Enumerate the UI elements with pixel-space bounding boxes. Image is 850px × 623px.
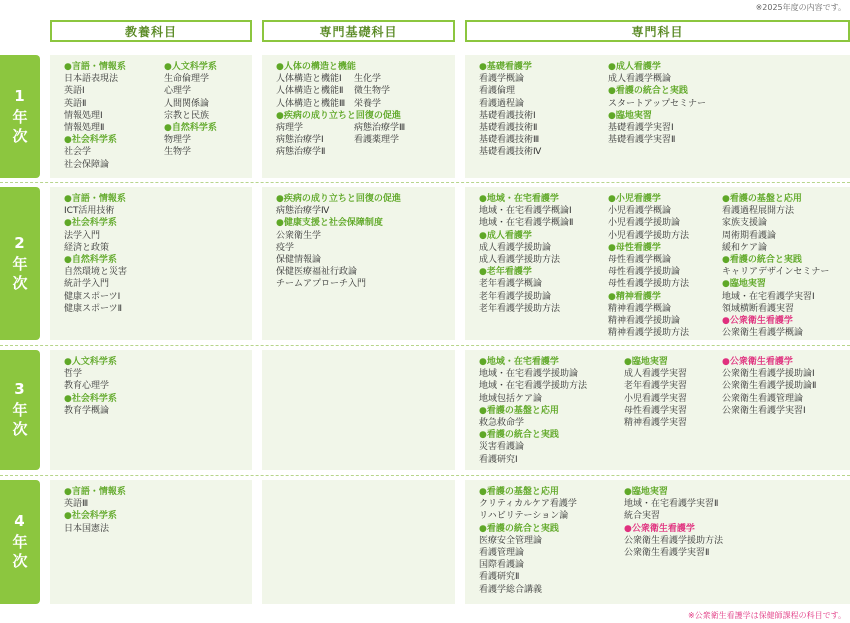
cell-kyoyo (50, 480, 252, 604)
subject-item: 国際看護論 (479, 560, 525, 571)
subject-item: 領域横断看護実習 (722, 303, 795, 314)
header-kyoyo: 教養科目 (50, 20, 252, 42)
subject-item: 看護学概論 (479, 74, 525, 85)
subject-item: 英語Ⅲ (64, 499, 89, 510)
subject-item: 疫学 (276, 242, 295, 253)
subject-item: 看護倫理 (479, 86, 516, 97)
subject-item: 社会保障論 (64, 159, 110, 170)
subject-item: 法学入門 (64, 230, 101, 241)
category-label: ●公衆衛生看護学 (722, 316, 793, 327)
subject-item: 小児看護学実習 (624, 393, 688, 404)
subject-item: 母性看護学援助論 (608, 267, 681, 278)
category-label: ●言語・情報系 (64, 487, 126, 497)
cell-kyoyo (50, 187, 252, 340)
subject-item: 精神看護学実習 (624, 418, 688, 429)
category-label: ●臨地実習 (624, 357, 668, 367)
subject-column (64, 486, 126, 535)
subject-column (722, 356, 816, 417)
subject-column (64, 193, 127, 315)
subject-item: 基礎看護学実習Ⅱ (608, 135, 676, 146)
subject-column (624, 486, 723, 559)
subject-item: 微生物学 (354, 86, 391, 97)
category-label: ●看護の統合と実践 (479, 523, 559, 534)
subject-item: 成人看護学援助論 (479, 242, 552, 253)
subject-item: 病態治療学Ⅳ (276, 206, 330, 217)
year-tab (0, 55, 40, 178)
subject-item: 看護研究Ⅱ (479, 572, 520, 583)
cell-kiso (262, 187, 455, 340)
year-label: 2年次 (10, 233, 29, 294)
subject-item: 日本語表現法 (64, 74, 119, 85)
subject-item: 統計学入門 (64, 279, 110, 290)
subject-item: 医療安全管理論 (479, 535, 543, 546)
category-label: ●人文科学系 (64, 357, 117, 367)
header-senmon: 専門科目 (465, 20, 850, 42)
subject-item: 地域・在宅看護学実習Ⅱ (624, 499, 719, 510)
category-label: ●看護の統合と実践 (608, 86, 688, 97)
category-label: ●基礎看護学 (479, 62, 532, 72)
subject-item: 地域・在宅看護学概論Ⅱ (479, 218, 574, 229)
subject-item (354, 61, 405, 73)
subject-item: 成人看護学実習 (624, 369, 688, 380)
subject-item: 人間関係論 (164, 98, 210, 109)
subject-item: 小児看護学援助論 (608, 218, 681, 229)
note-public-health: ※公衆衛生看護学は保健師課程の科目です。 (687, 611, 846, 620)
subject-item: 公衆衛生看護管理論 (722, 393, 804, 404)
subject-item: 病態治療学Ⅲ (354, 123, 406, 134)
subject-column (276, 193, 401, 291)
category-label: ●社会科学系 (64, 135, 117, 146)
subject-item: キャリアデザインセミナー (722, 267, 830, 278)
row-divider (0, 182, 850, 183)
cell-kiso (262, 480, 455, 604)
subject-column (64, 356, 117, 417)
subject-item: 病態治療学Ⅱ (276, 147, 326, 158)
subject-item: チームアプローチ入門 (276, 279, 367, 290)
category-label: ●言語・情報系 (64, 62, 126, 72)
subject-item: 基礎看護技術Ⅲ (479, 135, 540, 146)
subject-item: 生化学 (354, 74, 382, 85)
subject-item: 看護管理論 (479, 548, 525, 559)
subject-column (608, 61, 706, 146)
cell-senmon (465, 187, 850, 340)
subject-item: 公衆衛生看護学援助論Ⅰ (722, 369, 815, 380)
category-label: ●母性看護学 (608, 242, 661, 253)
subject-item: 地域・在宅看護学実習Ⅰ (722, 291, 815, 302)
subject-column (164, 61, 217, 159)
note-fiscal-year: ※2025年度の内容です。 (755, 3, 846, 12)
subject-item: 小児看護学援助方法 (608, 230, 690, 241)
subject-column (354, 61, 405, 146)
subject-item: 精神看護学援助方法 (608, 328, 690, 339)
subject-item: 公衆衛生看護学援助論Ⅱ (722, 381, 817, 392)
subject-item: 教育学概論 (64, 405, 110, 416)
category-label: ●看護の基盤と応用 (479, 487, 559, 497)
category-label: ●臨地実習 (608, 110, 652, 121)
category-label: ●自然科学系 (164, 123, 217, 134)
subject-item: 公衆衛生看護学援助方法 (624, 535, 724, 546)
subject-item: 統合実習 (624, 511, 661, 522)
subject-item: 病態治療学Ⅰ (276, 135, 324, 146)
subject-item: 宗教と民族 (164, 110, 210, 121)
subject-item: 精神看護学概論 (608, 303, 672, 314)
subject-item: 保健情報論 (276, 255, 322, 266)
subject-column (479, 486, 577, 596)
year-tab (0, 350, 40, 470)
category-label: ●看護の統合と実践 (479, 430, 559, 441)
row-divider (0, 345, 850, 346)
subject-item: 成人看護学援助方法 (479, 255, 561, 266)
subject-item: 生物学 (164, 147, 192, 158)
subject-column (722, 193, 829, 339)
subject-item: 老年看護学援助方法 (479, 303, 561, 314)
subject-item: 地域包括ケア論 (479, 393, 543, 404)
subject-item: 母性看護学概論 (608, 255, 672, 266)
subject-item: 母性看護学援助方法 (608, 279, 690, 290)
category-label: ●看護の基盤と応用 (722, 194, 802, 204)
category-label: ●看護の統合と実践 (722, 255, 802, 266)
subject-item: 哲学 (64, 369, 83, 380)
category-label: ●看護の基盤と応用 (479, 405, 559, 416)
subject-item: 基礎看護学実習Ⅰ (608, 123, 674, 134)
subject-item: 老年看護学援助論 (479, 291, 552, 302)
row-divider (0, 475, 850, 476)
subject-item: 人体構造と機能Ⅲ (276, 98, 346, 109)
subject-item: ICT活用技術 (64, 206, 115, 217)
category-label: ●公衆衛生看護学 (722, 357, 793, 367)
category-label: ●公衆衛生看護学 (624, 523, 695, 534)
subject-item: 生命倫理学 (164, 74, 210, 85)
subject-item: 家族支援論 (722, 218, 768, 229)
subject-item: 老年看護学概論 (479, 279, 543, 290)
header-senmon-kiso: 専門基礎科目 (262, 20, 455, 42)
subject-item: 緩和ケア論 (722, 242, 768, 253)
subject-item: 周術期看護論 (722, 230, 777, 241)
year-label: 3年次 (10, 380, 29, 440)
subject-item: スタートアップセミナー (608, 98, 707, 109)
subject-item: 看護過程展開方法 (722, 206, 795, 217)
cell-kyoyo (50, 350, 252, 470)
cell-kyoyo (50, 55, 252, 178)
year-label: 1年次 (10, 86, 29, 147)
subject-column (479, 61, 541, 159)
category-label: ●地域・在宅看護学 (479, 194, 559, 204)
subject-item: 情報処理Ⅰ (64, 110, 103, 121)
category-label: ●社会科学系 (64, 511, 117, 522)
cell-senmon (465, 350, 850, 470)
subject-item: 病理学 (276, 123, 304, 134)
subject-item: 基礎看護技術Ⅰ (479, 110, 536, 121)
subject-item: 物理学 (164, 135, 192, 146)
category-label: ●人体の構造と機能 (276, 62, 356, 72)
category-label: ●疾病の成り立ちと回復の促進 (276, 110, 401, 121)
category-label: ●小児看護学 (608, 194, 661, 204)
subject-item: 災害看護論 (479, 442, 525, 453)
subject-item (354, 110, 405, 122)
category-label: ●精神看護学 (608, 291, 661, 302)
subject-item: 人体構造と機能Ⅰ (276, 74, 342, 85)
subject-item: 自然環境と災害 (64, 267, 128, 278)
category-label: ●社会科学系 (64, 218, 117, 229)
subject-column (479, 193, 573, 315)
category-label: ●人文科学系 (164, 62, 217, 72)
subject-item: 公衆衛生学 (276, 230, 322, 241)
subject-item: 看護学総合講義 (479, 584, 543, 595)
year-tab (0, 480, 40, 604)
cell-kiso (262, 350, 455, 470)
subject-column (479, 356, 587, 466)
subject-item: 基礎看護技術Ⅳ (479, 147, 542, 158)
subject-column (608, 193, 689, 339)
subject-item: 地域・在宅看護学援助方法 (479, 381, 588, 392)
subject-item: 地域・在宅看護学援助論 (479, 369, 579, 380)
subject-item: 教育心理学 (64, 381, 110, 392)
subject-item: 地域・在宅看護学概論Ⅰ (479, 206, 572, 217)
subject-item: 健康スポーツⅠ (64, 291, 121, 302)
subject-item: 基礎看護技術Ⅱ (479, 123, 538, 134)
category-label: ●自然科学系 (64, 255, 117, 266)
subject-item: 日本国憲法 (64, 523, 110, 534)
year-tab (0, 187, 40, 340)
subject-item: 母性看護学実習 (624, 405, 688, 416)
category-label: ●成人看護学 (479, 230, 532, 241)
subject-item: 情報処理Ⅱ (64, 123, 105, 134)
category-label: ●健康支援と社会保障制度 (276, 218, 383, 229)
subject-item: 英語Ⅰ (64, 86, 85, 97)
category-label: ●臨地実習 (624, 487, 668, 497)
category-label: ●疾病の成り立ちと回復の促進 (276, 194, 401, 204)
subject-item: 社会学 (64, 147, 92, 158)
subject-item: 公衆衛生看護学実習Ⅱ (624, 548, 710, 559)
subject-item: 精神看護学援助論 (608, 316, 681, 327)
subject-item: リハビリテーション論 (479, 511, 569, 522)
cell-senmon (465, 480, 850, 604)
subject-item: 保健医療福祉行政論 (276, 267, 358, 278)
subject-item: 公衆衛生看護学概論 (722, 328, 804, 339)
subject-column (64, 61, 126, 171)
subject-column (624, 356, 687, 429)
category-label: ●社会科学系 (64, 393, 117, 404)
subject-item: 小児看護学概論 (608, 206, 672, 217)
category-label: ●臨地実習 (722, 279, 766, 290)
subject-item: 心理学 (164, 86, 192, 97)
category-label: ●老年看護学 (479, 267, 532, 278)
year-label: 4年次 (10, 512, 29, 572)
subject-item: 看護薬理学 (354, 135, 400, 146)
subject-item: 看護過程論 (479, 98, 525, 109)
subject-item: 英語Ⅱ (64, 98, 87, 109)
subject-item: 公衆衛生看護学実習Ⅰ (722, 405, 806, 416)
subject-item: 経済と政策 (64, 242, 110, 253)
subject-item: 救急救命学 (479, 418, 525, 429)
subject-item: 老年看護学実習 (624, 381, 688, 392)
cell-kiso (262, 55, 455, 178)
subject-item: 健康スポーツⅡ (64, 303, 123, 314)
category-label: ●成人看護学 (608, 62, 661, 72)
category-label: ●言語・情報系 (64, 194, 126, 204)
subject-item: 人体構造と機能Ⅱ (276, 86, 344, 97)
cell-senmon (465, 55, 850, 178)
subject-item: 看護研究Ⅰ (479, 454, 518, 465)
category-label: ●地域・在宅看護学 (479, 357, 559, 367)
subject-item: 成人看護学概論 (608, 74, 672, 85)
subject-item: クリティカルケア看護学 (479, 499, 577, 510)
subject-item: 栄養学 (354, 98, 382, 109)
